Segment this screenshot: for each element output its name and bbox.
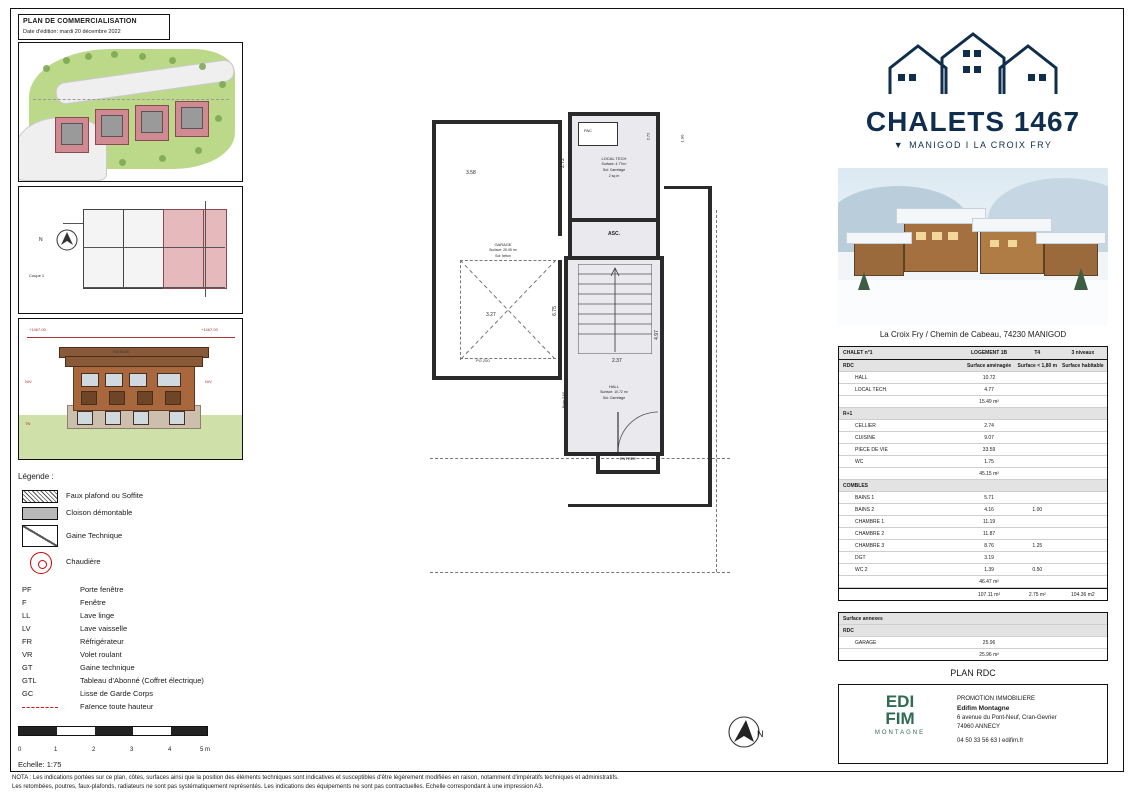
gaine-technique-label: Gaine Technique [66,531,123,540]
legend-row-faux-plafond [18,489,243,506]
total-sous180: 2.75 m² [1028,591,1046,598]
hall-surface: Surface: 10.72 m² [600,390,628,394]
table-subtotal-combles [839,576,1107,588]
table-total-row [839,588,1107,600]
table-row [839,372,1107,384]
cloison-demontable-label: Cloison démontable [66,508,133,517]
scale-label: Echelle: 1:75 [18,760,62,769]
table-row [839,420,1107,432]
north-arrow [716,712,772,752]
table-header-row [839,347,1107,360]
annexes-row-value: 25.96 [982,639,996,646]
abbr-ll [18,611,243,624]
edifim-logo [857,693,943,736]
scale-tick-4: 4 [168,747,172,753]
row-sous180: 1.25 [1032,542,1043,549]
table-section-rdc [839,360,1107,372]
abbr-vr-value: Volet roulant [80,650,122,659]
row-label: HALL [855,374,868,381]
entree-label: ENTREE [619,456,637,461]
abbr-pf-key: PF [22,585,32,594]
row-label: DGT [855,554,866,561]
header-chalet: CHALET n°1 [843,350,873,356]
row-label: BAINS 1 [855,494,875,501]
promoter-block [838,684,1108,764]
header-type: T4 [1034,350,1041,356]
row-amenagee: 10.72 [982,374,996,381]
abbr-lv-value: Lave vaisselle [80,624,128,633]
pac-label: PAC [584,128,592,133]
abbr-f [18,598,243,611]
footer-line-2: Les retombées, poutres, faux-plafonds, radiateurs ne sont pas systématiquement représentés. Les indications des équipements ne sont pas contractuelles. Echelle correspondant à une impression A3. [12,784,544,790]
faux-plafond-swatch [22,490,58,503]
row-amenagee: 5.71 [984,494,994,501]
subtotal-amenagee: 46.47 m² [979,578,999,585]
hall-floor: Sol: Carrelage [602,396,626,400]
legend-row-gaine [18,523,243,549]
table-row [839,552,1107,564]
table-row [839,564,1107,576]
table-row [839,456,1107,468]
footer-notes [12,774,1122,792]
abbr-gt-key: GT [22,663,33,672]
gaine-technique-swatch [22,525,58,547]
abbr-ll-value: Lave linge [80,611,115,620]
footer-line-1: NOTA : Les indications portées sur ce plan, côtes, surfaces ainsi que la position des éléments techniques sont indicatives et susceptibles d'être légèrement modifiées en raison, notamment d'impératifs techniques et administratifs. [12,775,619,781]
title-block [18,14,170,40]
abbr-lv [18,624,243,637]
brand-subtitle-text: MANIGOD I LA CROIX FRY [909,140,1053,150]
legend-row-chaudiere [18,549,243,577]
surface-table [838,346,1108,601]
row-amenagee: 4.16 [984,506,994,513]
row-label: WC 2 [855,566,868,573]
door-swing-icon [616,410,660,454]
promoter-line4: 74960 ANNECY [957,724,1001,730]
annexes-row-label: GARAGE [855,639,877,646]
row-sous180: 1.00 [1032,506,1043,513]
section-label-combles: COMBLES [843,482,868,489]
legend-title: Légende : [18,472,54,481]
unit-location-plan: N Coupe 1 [18,186,243,314]
scale-bar-graphic [18,726,208,736]
chaudiere-icon [30,552,52,574]
row-amenagee: 9.07 [984,434,994,441]
promoter-line2: Edifim Montagne [957,705,1010,712]
header-levels: 3 niveaux [1071,350,1095,356]
local-tech-label: LOCAL TECH [601,156,627,161]
total-habitable: 104.36 m2 [1071,591,1095,598]
abbr-gc-key: GC [22,689,34,698]
row-amenagee: 8.76 [984,542,994,549]
section-label-r1: R+1 [843,410,853,417]
legend-row-cloison [18,506,243,523]
abbr-gt-value: Gaine technique [80,663,135,672]
promoter-info [957,695,1057,746]
chaudiere-label: Chaudière [66,557,101,566]
row-amenagee: 33.59 [982,446,996,453]
local-tech-height: 2 sq m [608,174,620,178]
scale-tick-0: 0 [18,747,22,753]
edifim-logo-line2: FIM [885,709,915,728]
subtotal-amenagee: 15.49 m² [979,398,999,405]
abbr-pf-value: Porte fenêtre [80,585,124,594]
row-label: WC [855,458,864,465]
abbr-gt [18,663,243,676]
abbr-gc [18,689,243,702]
scale-tick-2: 2 [92,747,96,753]
abbr-f-value: Fenêtre [80,598,106,607]
north-arrow-small-icon [49,227,85,253]
row-amenagee: 1.75 [984,458,994,465]
annexes-total: 25.96 m² [979,651,999,658]
row-label: CELLIER [855,422,876,429]
scale-tick-3: 3 [130,747,134,753]
garage-opening-cross [460,260,556,360]
table-row [839,516,1107,528]
row-amenagee: 4.77 [984,386,994,393]
faience-label: Faïence toute hauteur [80,702,154,711]
row-sous180: 0.50 [1032,566,1043,573]
subtotal-amenagee: 45.15 m² [979,470,999,477]
table-section-r1 [839,408,1107,420]
brand-subtitle: ▼ MANIGOD I LA CROIX FRY [893,140,1053,150]
project-address: La Croix Fry / Chemin de Cabeau, 74230 MANIGOD [879,330,1067,339]
col-amenagee: Surface aménagée [966,362,1012,369]
annexes-title: Surface annexes [843,615,883,622]
table-row [839,384,1107,396]
abbr-gtl-value: Tableau d'Abonné (Coffret électrique) [80,676,204,685]
annexes-section-label: RDC [843,627,854,634]
row-label: BAINS 2 [855,506,875,513]
faux-plafond-label: Faux plafond ou Soffite [66,491,143,500]
edifim-logo-line3: MONTAGNE [874,730,926,736]
local-tech-surface: Surface: 4.77m² [601,162,627,166]
abbr-pf [18,585,243,598]
brand-name: CHALETS 1467 [865,106,1081,137]
table-row [839,492,1107,504]
table-subtotal-r1 [839,468,1107,480]
annexes-section-rdc [839,625,1107,637]
col-sous180: Surface < 1,80 m [1017,362,1058,369]
annexes-table [838,612,1108,661]
edifim-logo-line1: EDI [885,692,915,711]
elevation-image: +1467.00 +1467.00 NIV. TN FAITAGE NIV. [18,318,243,460]
table-row [839,432,1107,444]
row-label: CHAMBRE 3 [855,542,885,549]
row-label: PIECE DE VIE [855,446,888,453]
plan-level-label: PLAN RDC [950,668,996,678]
abbr-fr [18,637,243,650]
header-logement: LOGEMENT 1B [971,350,1008,356]
local-tech-floor: Sol: Carrelage [602,168,626,172]
garage-surface: Surface: 26.05 m² [489,248,517,252]
row-amenagee: 2.74 [984,422,994,429]
row-label: CUISINE [855,434,876,441]
asc-label: ASC. [608,231,620,237]
garage-floor: Sol: béton [495,254,511,258]
table-section-combles [839,480,1107,492]
site-plan-image [18,42,243,182]
staircase-icon [578,264,652,354]
row-label: CHAMBRE 2 [855,530,885,537]
project-render-photo [838,168,1108,326]
table-row [839,528,1107,540]
svg-text:N: N [757,729,764,739]
row-amenagee: 11.87 [982,530,996,537]
col-habitable: Surface habitable [1062,362,1104,369]
abbr-vr [18,650,243,663]
table-row [839,540,1107,552]
hall-label: HALL [608,384,619,389]
section-label-rdc: RDC [843,362,854,369]
abbr-ll-key: LL [22,611,31,620]
row-amenagee: 11.19 [982,518,996,525]
chalets-roof-logo-icon [838,28,1108,106]
promoter-line1: PROMOTION IMMOBILIERE [957,696,1036,702]
scale-tick-5: 5 m [200,747,211,753]
floor-plan-drawing: 3.58 3.27 PG 200 GARAGE Surface: 26.05 m² Sol: béton PAC LOCAL TECH Surface: 4.77m² Sol: Carrelage 2 sq m 2.72 2.72 ASC. 2.37 4.97 6.75 HALL Surface: 10.72 m² Sol: Carrelage Porte SAS ENTREE 1.90 [420,100,740,600]
scale-bar [18,726,243,769]
table-subtotal-rdc [839,396,1107,408]
annexes-title-row [839,613,1107,625]
abbr-fr-key: FR [22,637,32,646]
total-amenagee: 107.11 m² [977,591,1001,598]
abbr-f-key: F [22,598,27,607]
abbr-faience [18,702,243,718]
title-block-edition: Date d'édition: mardi 20 décembre 2022 [23,29,121,35]
abbr-gc-value: Lisse de Garde Corps [80,689,153,698]
abbr-lv-key: LV [22,624,31,633]
title-block-heading: PLAN DE COMMERCIALISATION [23,18,137,25]
garage-label: GARAGE [494,242,512,247]
row-label: CHAMBRE 1 [855,518,885,525]
promoter-line3: 6 avenue du Pont-Neuf, Cran-Gevrier [957,715,1057,721]
cloison-demontable-swatch [22,507,58,520]
annexes-row [839,637,1107,649]
annexes-total-row [839,649,1107,660]
abbr-vr-key: VR [22,650,33,659]
abbr-gtl-key: GTL [22,676,37,685]
faience-swatch [22,707,58,708]
row-amenagee: 1.39 [984,566,994,573]
abbr-gtl [18,676,243,689]
table-row [839,444,1107,456]
row-label: LOCAL TECH. [855,386,888,393]
row-amenagee: 3.19 [984,554,994,561]
table-row [839,504,1107,516]
brand-block [838,28,1108,158]
promoter-line5[interactable]: 04 50 33 56 63 I edifim.fr [957,738,1024,744]
abbr-fr-value: Réfrigérateur [80,637,124,646]
scale-tick-1: 1 [54,747,58,753]
legend [18,472,243,718]
